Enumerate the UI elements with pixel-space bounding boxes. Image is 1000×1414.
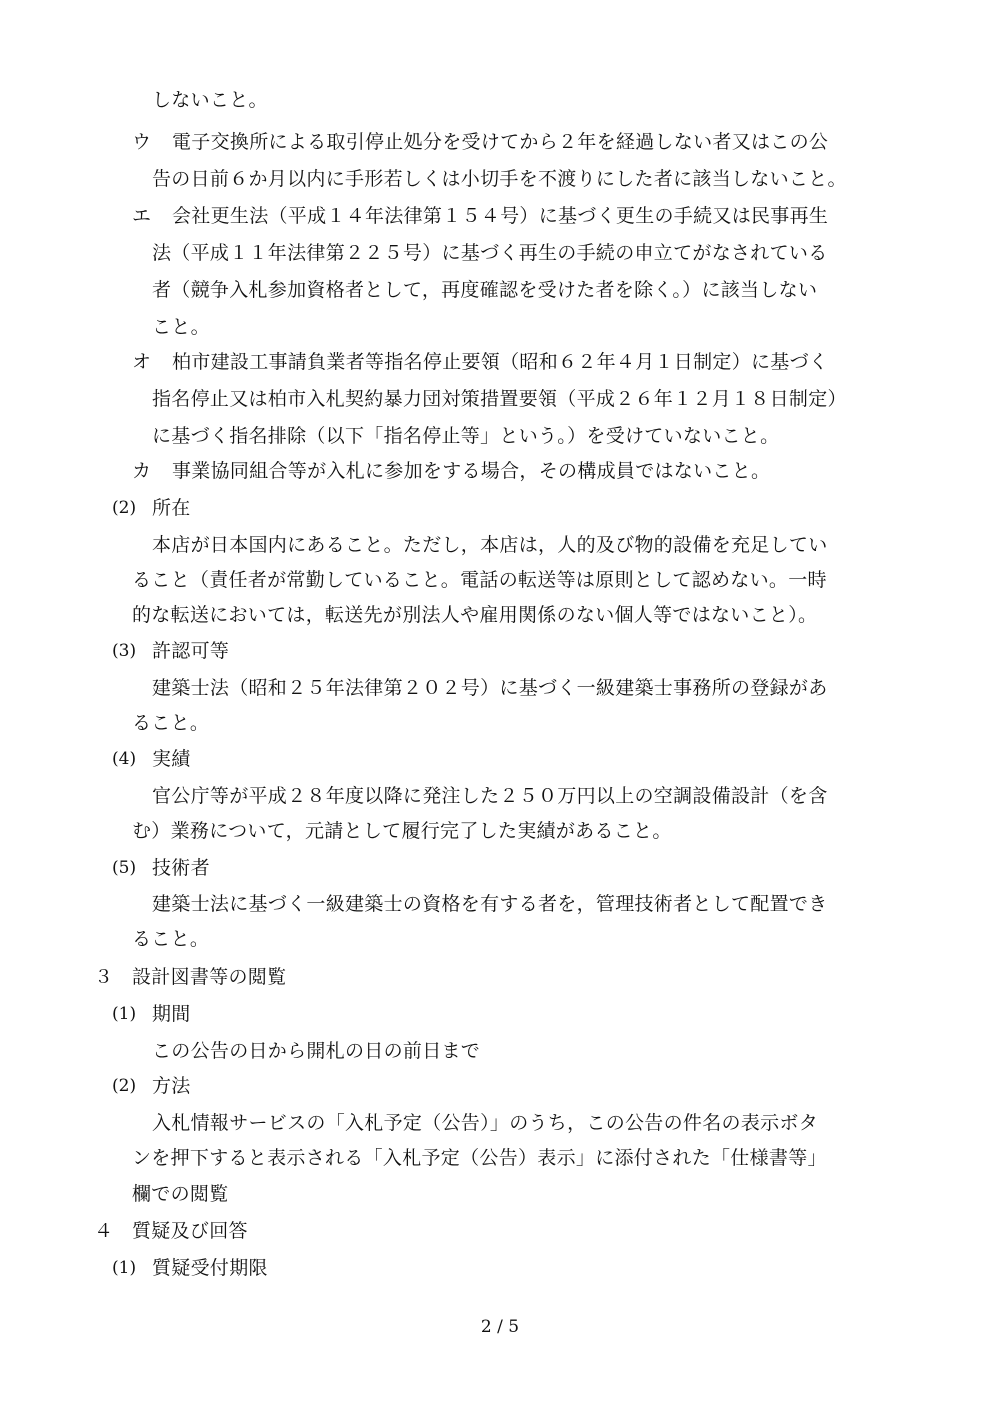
text-line: 告の日前６か月以内に手形若しくは小切手を不渡りにした者に該当しないこと。 [152,168,847,190]
section-number: (1) [112,1258,137,1278]
text-line: しないこと。 [152,89,268,111]
section-number: (3) [112,641,137,661]
text-line: ること。 [132,928,210,950]
section-heading: 方法 [152,1075,191,1097]
text-line: ること。 [132,712,210,734]
section-heading: 技術者 [152,857,210,879]
text-line: 柏市建設工事請負業者等指名停止要領（昭和６２年４月１日制定）に基づく [172,351,829,373]
chapter-number: ４ [94,1220,114,1242]
text-line: 電子交換所による取引停止処分を受けてから２年を経過しない者又はこの公 [172,131,829,153]
text-line: こと。 [152,316,210,338]
text-line: 欄での閲覧 [132,1183,229,1205]
text-line: この公告の日から開札の日の前日まで [152,1040,481,1062]
text-line: ること（責任者が常勤していること。電話の転送等は原則として認めない。一時 [132,569,827,591]
text-line: 指名停止又は柏市入札契約暴力団対策措置要領（平成２６年１２月１８日制定） [152,388,847,410]
section-heading: 質疑受付期限 [152,1257,268,1279]
item-marker-o: オ [132,351,152,373]
text-line: 的な転送においては，転送先が別法人や雇用関係のない個人等ではないこと）。 [132,604,818,626]
section-number: (1) [112,1004,137,1024]
text-line: 法（平成１１年法律第２２５号）に基づく再生の手続の申立てがなされている [152,242,828,264]
text-line: に基づく指名排除（以下「指名停止等」という。）を受けていないこと。 [152,425,780,447]
text-line: 官公庁等が平成２８年度以降に発注した２５０万円以上の空調設備設計（を含 [152,785,828,807]
section-number: (5) [112,858,137,878]
item-marker-u: ウ [132,131,152,153]
section-heading: 許認可等 [152,640,230,662]
item-marker-ka: カ [132,460,152,482]
section-number: (4) [112,749,137,769]
text-line: 者（競争入札参加資格者として，再度確認を受けた者を除く。）に該当しない [152,279,818,301]
text-line: 本店が日本国内にあること。ただし，本店は，人的及び物的設備を充足してい [152,534,828,556]
text-line: 建築士法（昭和２５年法律第２０２号）に基づく一級建築士事務所の登録があ [152,677,828,699]
chapter-number: ３ [94,966,114,988]
section-heading: 実績 [152,748,191,770]
section-number: (2) [112,1076,137,1096]
text-line: 会社更生法（平成１４年法律第１５４号）に基づく更生の手続又は民事再生 [172,205,829,227]
text-line: 入札情報サービスの「入札予定（公告）」のうち，この公告の件名の表示ボタ [152,1112,819,1134]
text-line: 事業協同組合等が入札に参加をする場合，その構成員ではないこと。 [172,460,771,482]
text-line: ンを押下すると表示される「入札予定（公告）表示」に添付された「仕様書等」 [132,1147,827,1169]
section-heading: 所在 [152,497,191,519]
chapter-heading: 設計図書等の閲覧 [132,966,287,988]
item-marker-e: エ [132,205,152,227]
text-line: む）業務について，元請として履行完了した実績があること。 [132,820,672,842]
page-number: 2 / 5 [480,1317,520,1337]
section-number: (2) [112,498,137,518]
chapter-heading: 質疑及び回答 [132,1220,248,1242]
text-line: 建築士法に基づく一級建築士の資格を有する者を，管理技術者として配置でき [152,893,828,915]
section-heading: 期間 [152,1003,191,1025]
